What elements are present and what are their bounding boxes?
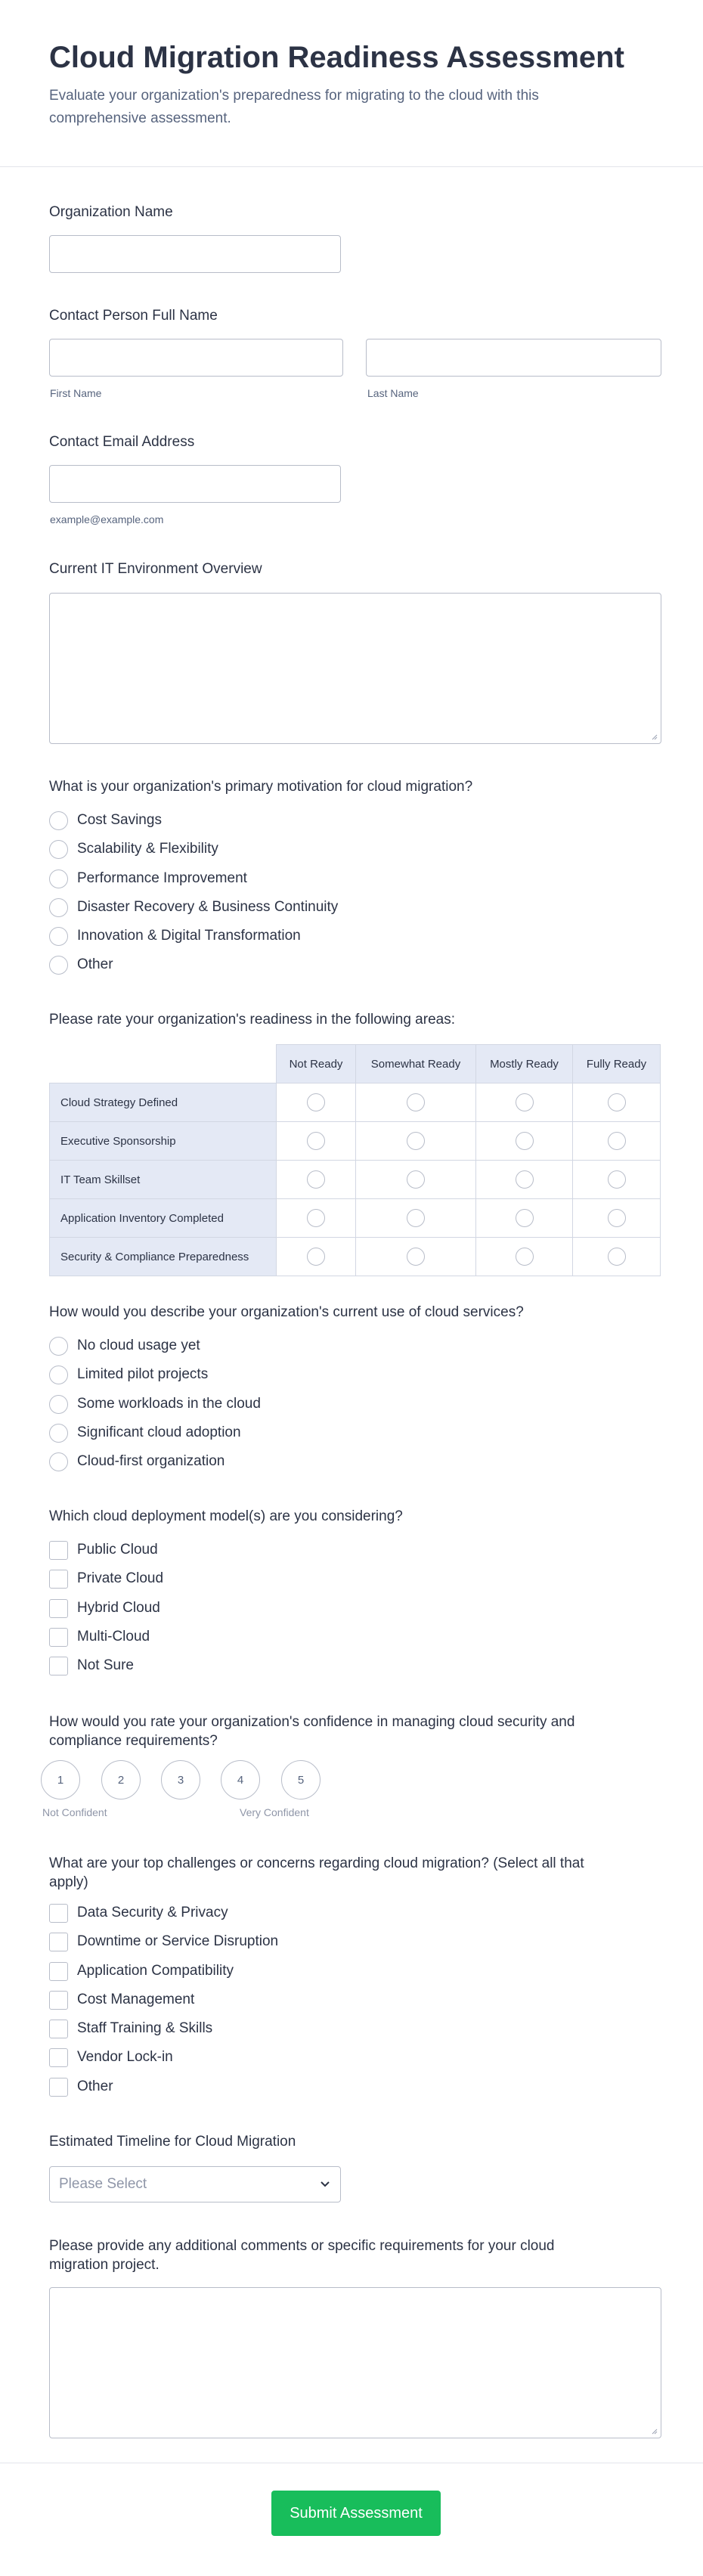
- resize-grip-icon[interactable]: [650, 733, 658, 740]
- email-sublabel: example@example.com: [50, 513, 164, 525]
- deployment-option[interactable]: Not Sure: [49, 1655, 134, 1676]
- email-label: Contact Email Address: [49, 434, 195, 450]
- contact-name-label: Contact Person Full Name: [49, 308, 218, 324]
- checkbox[interactable]: [49, 1962, 68, 1981]
- radio-button[interactable]: [49, 811, 68, 830]
- motivation-option[interactable]: Innovation & Digital Transformation: [49, 925, 301, 947]
- radio-button[interactable]: [49, 1452, 68, 1471]
- checkbox[interactable]: [49, 2078, 68, 2097]
- radio-button[interactable]: [49, 1395, 68, 1414]
- matrix-row-label: Cloud Strategy Defined: [50, 1083, 277, 1122]
- challenge-option[interactable]: Application Compatibility: [49, 1961, 234, 1982]
- chevron-down-icon: [319, 2178, 331, 2190]
- deployment-option[interactable]: Multi-Cloud: [49, 1626, 150, 1648]
- matrix-radio[interactable]: [516, 1248, 534, 1266]
- scale-low-label: Not Confident: [42, 1806, 107, 1818]
- checkbox[interactable]: [49, 1541, 68, 1560]
- scale-option-3[interactable]: 3: [161, 1760, 200, 1799]
- motivation-option[interactable]: Performance Improvement: [49, 868, 247, 889]
- resize-grip-icon[interactable]: [650, 2427, 658, 2435]
- matrix-radio[interactable]: [516, 1093, 534, 1111]
- radio-button[interactable]: [49, 870, 68, 888]
- matrix-row: [50, 1199, 661, 1238]
- matrix-row: [50, 1083, 661, 1122]
- matrix-radio[interactable]: [516, 1170, 534, 1189]
- confidence-label: How would you rate your organization's confidence in managing cloud security and compliance requirements?: [49, 1714, 575, 1749]
- it-env-label: Current IT Environment Overview: [49, 561, 262, 577]
- last-name-sublabel: Last Name: [367, 387, 419, 399]
- matrix-column-header: Somewhat Ready: [356, 1045, 476, 1083]
- usage-option[interactable]: Cloud-first organization: [49, 1451, 225, 1472]
- first-name-sublabel: First Name: [50, 387, 102, 399]
- checkbox[interactable]: [49, 1657, 68, 1675]
- challenges-label: What are your top challenges or concerns regarding cloud migration? (Select all that apply): [49, 1855, 584, 1890]
- page-title: Cloud Migration Readiness Assessment: [49, 41, 624, 74]
- matrix-column-header: Fully Ready: [573, 1045, 661, 1083]
- checkbox[interactable]: [49, 1570, 68, 1589]
- matrix-radio[interactable]: [608, 1209, 626, 1227]
- matrix-row: [50, 1161, 661, 1199]
- timeline-select[interactable]: [49, 2166, 341, 2202]
- select-placeholder: Please Select: [59, 2176, 147, 2192]
- first-name-input[interactable]: [49, 339, 343, 377]
- checkbox[interactable]: [49, 1933, 68, 1951]
- matrix-column-header: Mostly Ready: [476, 1045, 573, 1083]
- matrix-radio[interactable]: [608, 1170, 626, 1189]
- matrix-row: [50, 1238, 661, 1276]
- matrix-radio[interactable]: [608, 1132, 626, 1150]
- scale-high-label: Very Confident: [240, 1806, 309, 1818]
- timeline-label: Estimated Timeline for Cloud Migration: [49, 2134, 296, 2150]
- challenge-option[interactable]: Data Security & Privacy: [49, 1902, 228, 1923]
- challenge-option[interactable]: Downtime or Service Disruption: [49, 1931, 278, 1952]
- readiness-matrix: [49, 1044, 661, 1276]
- matrix-radio[interactable]: [307, 1132, 325, 1150]
- matrix-radio[interactable]: [407, 1093, 425, 1111]
- deployment-option[interactable]: Private Cloud: [49, 1568, 163, 1589]
- matrix-radio[interactable]: [307, 1248, 325, 1266]
- readiness-label: Please rate your organization's readiness in the following areas:: [49, 1012, 455, 1028]
- matrix-radio[interactable]: [407, 1170, 425, 1189]
- challenge-option[interactable]: Vendor Lock-in: [49, 2047, 173, 2068]
- matrix-radio[interactable]: [307, 1209, 325, 1227]
- matrix-radio[interactable]: [407, 1132, 425, 1150]
- radio-button[interactable]: [49, 1365, 68, 1384]
- motivation-option[interactable]: Disaster Recovery & Business Continuity: [49, 897, 338, 918]
- matrix-radio[interactable]: [608, 1093, 626, 1111]
- deployment-option[interactable]: Hybrid Cloud: [49, 1598, 160, 1619]
- org-name-input[interactable]: [49, 235, 341, 273]
- motivation-option[interactable]: Other: [49, 954, 113, 975]
- deployment-option[interactable]: Public Cloud: [49, 1539, 158, 1561]
- scale-option-5[interactable]: 5: [281, 1760, 321, 1799]
- radio-button[interactable]: [49, 898, 68, 917]
- matrix-radio[interactable]: [407, 1248, 425, 1266]
- motivation-option[interactable]: Cost Savings: [49, 810, 162, 831]
- checkbox[interactable]: [49, 2048, 68, 2067]
- checkbox[interactable]: [49, 2020, 68, 2038]
- challenge-option[interactable]: Cost Management: [49, 1989, 194, 2010]
- matrix-radio[interactable]: [516, 1132, 534, 1150]
- checkbox[interactable]: [49, 1904, 68, 1923]
- matrix-row: [50, 1122, 661, 1161]
- radio-button[interactable]: [49, 840, 68, 859]
- challenge-option[interactable]: Staff Training & Skills: [49, 2018, 212, 2039]
- radio-button[interactable]: [49, 927, 68, 946]
- matrix-column-header: Not Ready: [277, 1045, 356, 1083]
- motivation-label: What is your organization's primary motivation for cloud migration?: [49, 779, 473, 795]
- matrix-radio[interactable]: [608, 1248, 626, 1266]
- usage-option[interactable]: Some workloads in the cloud: [49, 1393, 261, 1415]
- matrix-row-label: Executive Sponsorship: [50, 1122, 277, 1161]
- scale-option-2[interactable]: 2: [101, 1760, 141, 1799]
- comments-label: Please provide any additional comments or specific requirements for your cloud migration project.: [49, 2238, 555, 2273]
- matrix-row-label: Application Inventory Completed: [50, 1199, 277, 1238]
- radio-button[interactable]: [49, 1337, 68, 1356]
- challenge-option[interactable]: Other: [49, 2076, 113, 2097]
- it-env-textarea[interactable]: [49, 593, 661, 744]
- submit-button[interactable]: Submit Assessment: [271, 2491, 441, 2536]
- radio-button[interactable]: [49, 1424, 68, 1443]
- email-input[interactable]: [49, 465, 341, 503]
- matrix-radio[interactable]: [516, 1209, 534, 1227]
- deployment-label: Which cloud deployment model(s) are you considering?: [49, 1508, 403, 1524]
- matrix-radio[interactable]: [407, 1209, 425, 1227]
- usage-label: How would you describe your organization's current use of cloud services?: [49, 1304, 524, 1320]
- matrix-radio[interactable]: [307, 1170, 325, 1189]
- last-name-input[interactable]: [366, 339, 661, 377]
- matrix-radio[interactable]: [307, 1093, 325, 1111]
- page-description: Evaluate your organization's preparedness for migrating to the cloud with this comprehensive assessment.: [49, 88, 539, 126]
- org-name-label: Organization Name: [49, 204, 173, 220]
- scale-option-4[interactable]: 4: [221, 1760, 260, 1799]
- matrix-row-label: Security & Compliance Preparedness: [50, 1238, 277, 1276]
- scale-option-1[interactable]: 1: [41, 1760, 80, 1799]
- usage-option[interactable]: Significant cloud adoption: [49, 1422, 241, 1443]
- checkbox[interactable]: [49, 1628, 68, 1647]
- radio-button[interactable]: [49, 956, 68, 975]
- matrix-row-label: IT Team Skillset: [50, 1161, 277, 1199]
- usage-option[interactable]: No cloud usage yet: [49, 1335, 200, 1356]
- motivation-option[interactable]: Scalability & Flexibility: [49, 839, 218, 860]
- checkbox[interactable]: [49, 1991, 68, 2010]
- checkbox[interactable]: [49, 1599, 68, 1618]
- usage-option[interactable]: Limited pilot projects: [49, 1364, 208, 1385]
- comments-textarea[interactable]: [49, 2287, 661, 2438]
- form-header: [0, 0, 703, 167]
